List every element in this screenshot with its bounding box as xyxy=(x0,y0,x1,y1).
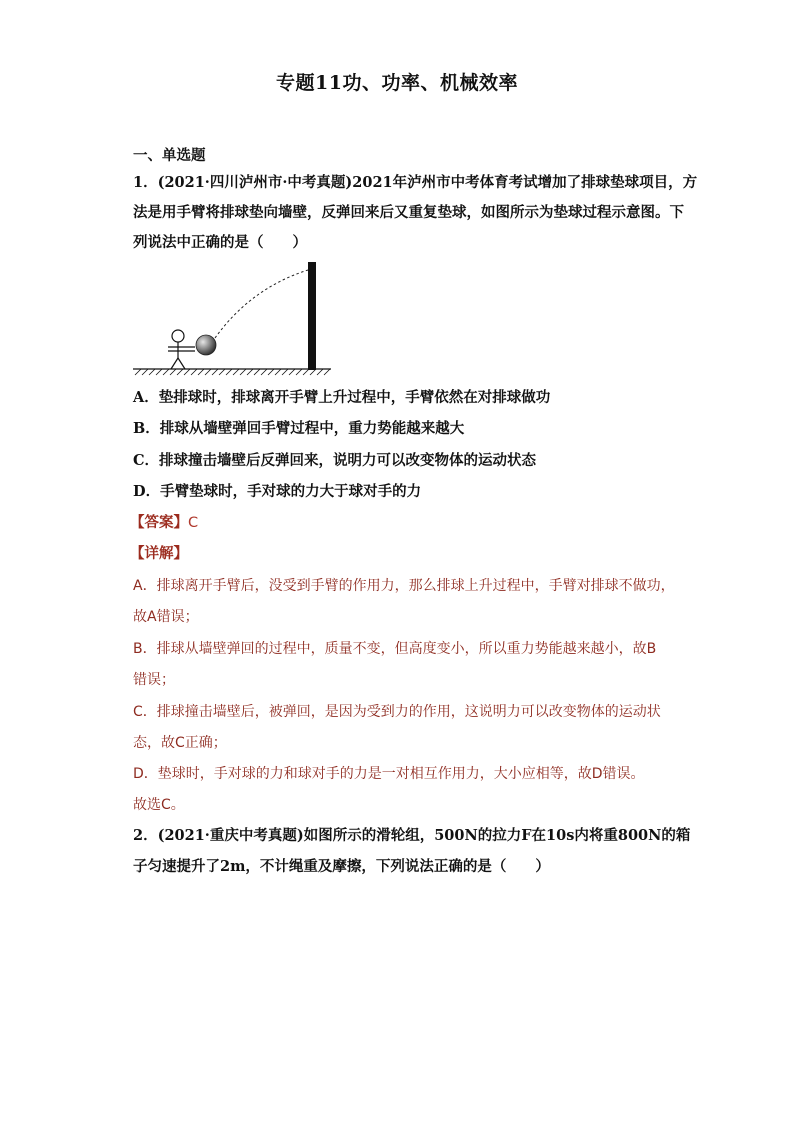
q1-option-d: D．手臂垫球时，手对球的力大于球对手的力 xyxy=(133,483,422,500)
q1-option-a: A．垫排球时，排球离开手臂上升过程中，手臂依然在对排球做功 xyxy=(133,389,551,406)
q1-explanation-line-8: 故选C。 xyxy=(133,797,185,813)
q2-stem-line-2: 子匀速提升了2m，不计绳重及摩擦，下列说法正确的是（ ） xyxy=(133,858,550,875)
q1-option-b: B．排球从墙壁弹回手臂过程中，重力势能越来越大 xyxy=(133,420,465,437)
volleyball xyxy=(196,335,216,355)
document-title: 专题11功、功率、机械效率 xyxy=(276,72,518,94)
q1-option-c: C．排球撞击墙壁后反弹回来，说明力可以改变物体的运动状态 xyxy=(133,452,537,469)
section-heading: 一、单选题 xyxy=(133,147,206,164)
q1-stem-line-3: 列说法中正确的是（ ） xyxy=(133,234,307,251)
ground-hatching xyxy=(135,369,330,375)
q1-answer xyxy=(130,513,670,533)
q1-explanation-line-2: 故A错误； xyxy=(133,609,199,625)
q1-stem-line-1: 1．(2021·四川泸州市·中考真题)2021年泸州市中考体育考试增加了排球垫球项目，方 xyxy=(133,174,698,191)
q1-explanation-line-7: D．垫球时，手对球的力和球对手的力是一对相互作用力，大小应相等，故D错误。 xyxy=(133,766,645,782)
stick-figure-player xyxy=(168,330,195,369)
answer-label: 【答案】 xyxy=(130,515,188,531)
answer-value: C xyxy=(188,515,199,531)
q1-explanation-line-3: B．排球从墙壁弹回的过程中，质量不变，但高度变小，所以重力势能越来越小，故B xyxy=(133,641,657,657)
q1-explanation-line-6: 态，故C正确； xyxy=(133,735,227,751)
q1-detail-label: 【详解】 xyxy=(130,546,188,562)
q1-explanation-line-4: 错误； xyxy=(133,672,175,688)
q1-explanation-line-5: C．排球撞击墙壁后，被弹回，是因为受到力的作用，这说明力可以改变物体的运动状 xyxy=(133,704,661,720)
volleyball-diagram xyxy=(133,258,333,380)
q1-explanation-line-1: A．排球离开手臂后，没受到手臂的作用力，那么排球上升过程中，手臂对排球不做功， xyxy=(133,578,675,594)
wall xyxy=(308,262,316,370)
ball-trajectory xyxy=(215,270,308,338)
q1-stem-line-2: 法是用手臂将排球垫向墙壁，反弹回来后又重复垫球，如图所示为垫球过程示意图。下 xyxy=(133,204,684,221)
q2-stem-line-1: 2．(2021·重庆中考真题)如图所示的滑轮组，500N的拉力F在10s内将重800N的箱 xyxy=(133,827,691,844)
